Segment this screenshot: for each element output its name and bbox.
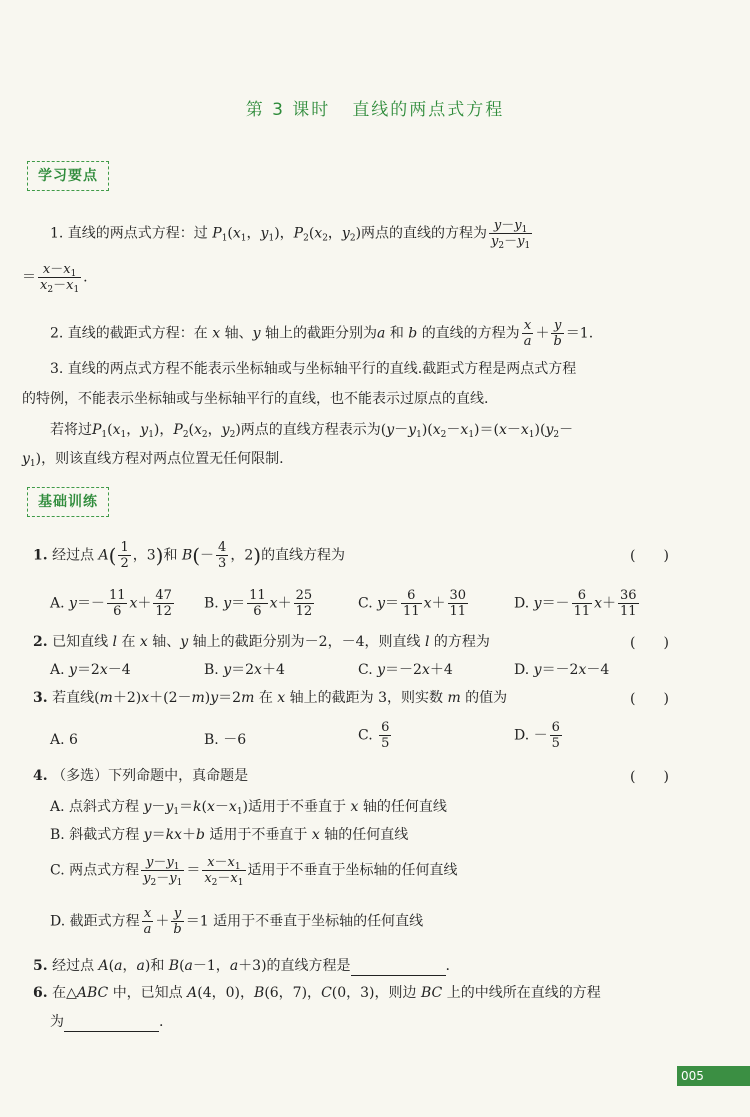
- page-number: 005: [677, 1066, 750, 1086]
- question-6-cont: 为 .: [50, 1014, 164, 1030]
- q4-option-b: B. 斜截式方程 y＝kx＋b 适用于不垂直于 x 轴的任何直线: [50, 827, 409, 843]
- answer-paren-q1[interactable]: ( ): [630, 548, 669, 564]
- section-key-points: 学习要点: [27, 161, 109, 191]
- q2-option-a: A. y＝2x－4: [50, 662, 131, 678]
- page-title: 第 3 课时 直线的两点式方程: [245, 100, 505, 120]
- q1-option-b: B. y＝ $\frac{11}{6}$ x＋ $\frac{25}{12}$: [204, 588, 313, 619]
- q1-option-d: D. y＝－ $\frac{6}{11}$ x＋ $\frac{36}{11}$: [514, 588, 637, 619]
- answer-paren-q4[interactable]: ( ): [630, 769, 669, 785]
- answer-paren-q3[interactable]: ( ): [630, 691, 669, 707]
- q2-option-d: D. y＝－2x－4: [514, 662, 610, 678]
- question-6: 6. 在△ABC 中，已知点 A(4，0)，B(6，7)，C(0，3)，则边 BC 上的中线所在直线的方程: [33, 985, 601, 1001]
- key-point-2: 2. 直线的截距式方程：在 x 轴、y 轴上的截距分别为a 和 b 的直线的方程为 $\frac{x}{a}$ ＋ $\frac{y}{b}$ ＝1.: [50, 318, 594, 349]
- key-point-4: 若将过$P_1(x_1$，$y_1$)，$P_2(x_2$，$y_2$)两点的直线方程表示为$(y-y_1)(x_2-x_1)=(x-x_1)(y_2-$: [50, 422, 574, 440]
- q2-option-b: B. y＝2x＋4: [204, 662, 285, 678]
- answer-blank-q6[interactable]: [64, 1017, 159, 1032]
- q4-option-a: A. 点斜式方程 $y-y_1=k(x-x_1)$适用于不垂直于 x 轴的任何直线: [50, 799, 447, 817]
- question-4: 4. （多选）下列命题中，真命题是: [33, 768, 249, 784]
- q1-option-c: C. y＝ $\frac{6}{11}$ x＋ $\frac{30}{11}$: [358, 588, 467, 619]
- q2-option-c: C. y＝－2x＋4: [358, 662, 453, 678]
- question-3: 3. 若直线(m＋2)x＋(2－m)y＝2m 在 x 轴上的截距为 3，则实数 m 的值为: [33, 690, 508, 706]
- q3-option-a: A. 6: [50, 732, 78, 748]
- q3-option-c: C. $\frac{6}{5}$: [358, 720, 390, 751]
- answer-blank-q5[interactable]: [351, 961, 446, 976]
- q4-option-d: D. 截距式方程 $\frac{x}{a}$ ＋ $\frac{y}{b}$ ＝1 适用于不垂直于坐标轴的任何直线: [50, 906, 424, 937]
- key-point-3-line1: 3. 直线的两点式方程不能表示坐标轴或与坐标轴平行的直线.截距式方程是两点式方程: [50, 361, 577, 377]
- q1-option-a: A. y＝－ $\frac{11}{6}$ x＋ $\frac{47}{12}$: [50, 588, 172, 619]
- question-5: 5. 经过点 A(a，a)和 B(a－1，a＋3)的直线方程是 .: [33, 958, 450, 974]
- q3-option-d: D. － $\frac{6}{5}$: [514, 720, 560, 751]
- key-point-1-cont: ＝ $\frac{x-x_1}{x_2-x_1}$ .: [22, 262, 88, 295]
- q4-option-c: C. 两点式方程 $\frac{y-y_1}{y_2-y_1}$ ＝ $\frac{x-x_1}{x_2-x_1}$ 适用于不垂直于坐标轴的任何直线: [50, 855, 458, 888]
- key-point-4-cont: $y_1$)，则该直线方程对两点位置无任何限制.: [22, 451, 284, 469]
- question-1: 1. 经过点 A( $\frac{1}{2}$ ，3)和 B(－ $\frac{4}{3}$ ，2)的直线方程为: [33, 540, 346, 571]
- section-basic-training: 基础训练: [27, 487, 109, 517]
- answer-paren-q2[interactable]: ( ): [630, 635, 669, 651]
- key-point-1: 1. 直线的两点式方程：过 $P_1(x_1$，$y_1$)，$P_2(x_2$，$y_2$)两点的直线的方程为 $\frac{y-y_1}{y_2-y_1}$: [50, 218, 531, 251]
- q3-option-b: B. －6: [204, 732, 247, 748]
- question-2: 2. 已知直线 l 在 x 轴、y 轴上的截距分别为－2，－4，则直线 l 的方程为: [33, 634, 490, 650]
- key-point-3-line2: 的特例，不能表示坐标轴或与坐标轴平行的直线，也不能表示过原点的直线.: [22, 391, 489, 407]
